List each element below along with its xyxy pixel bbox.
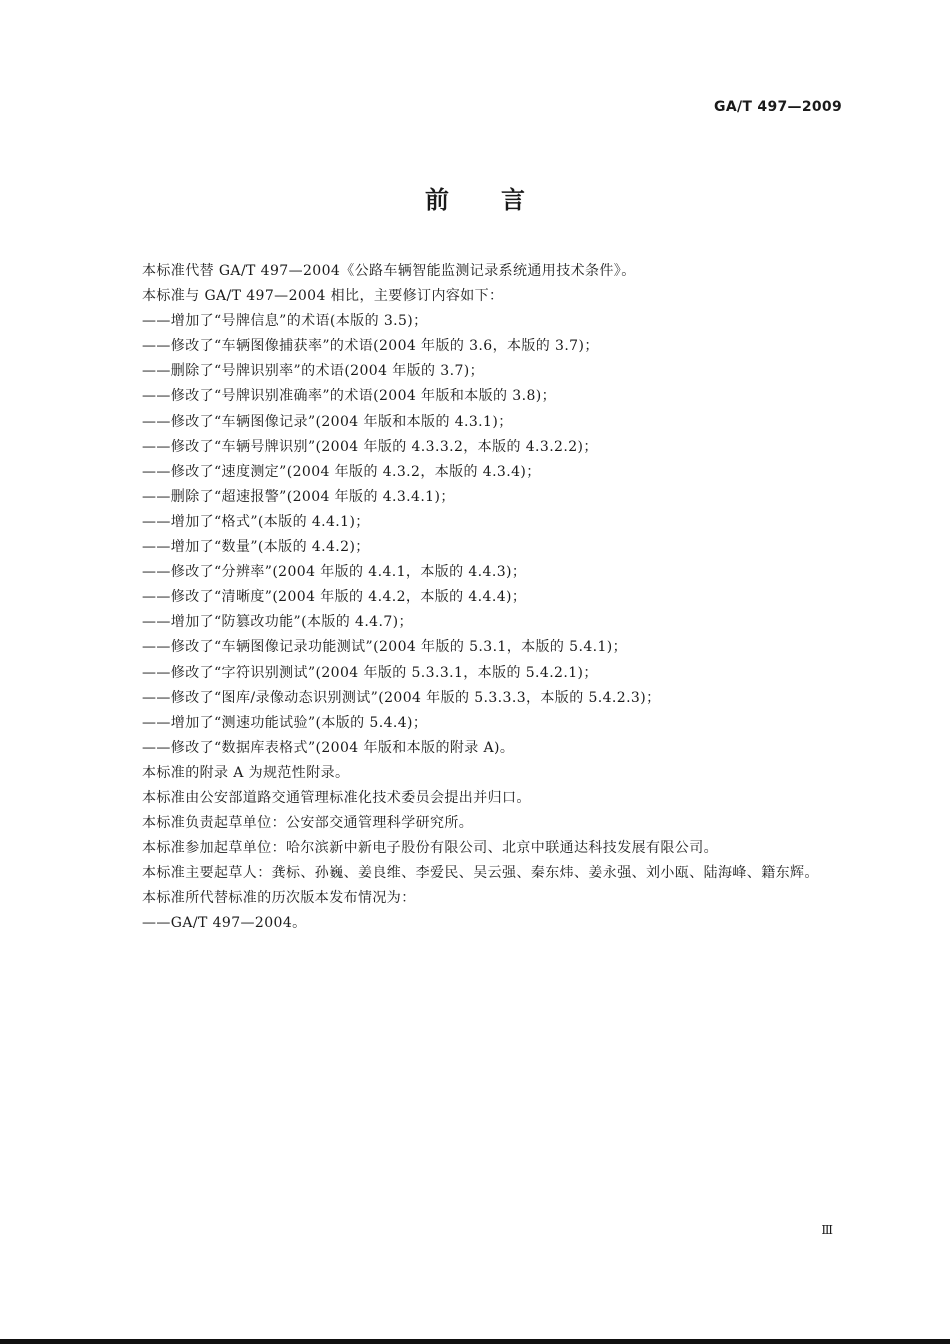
text-line: 本标准所代替标准的历次版本发布情况为：: [142, 890, 416, 907]
text-line: 本标准主要起草人：龚标、孙巍、姜良维、李爱民、吴云强、秦东炜、姜永强、刘小瓯、陆海峰、籍东辉。: [142, 865, 819, 882]
page-title: [0, 180, 950, 215]
text-line: 本标准参加起草单位：哈尔滨新中新电子股份有限公司、北京中联通达科技发展有限公司。: [142, 840, 718, 857]
list-item: ——增加了“号牌信息”的术语(本版的 3.5)；: [142, 313, 428, 330]
list-item: ——GA/T 497—2004。: [142, 915, 307, 932]
list-item: ——修改了“分辨率”(2004 年版的 4.4.1，本版的 4.4.3)；: [142, 564, 527, 581]
list-item: ——删除了“超速报警”(2004 年版的 4.3.4.1)；: [142, 488, 455, 505]
list-item: ——增加了“数量”(本版的 4.4.2)；: [142, 539, 370, 556]
list-item: ——增加了“防篡改功能”(本版的 4.4.7)；: [142, 614, 413, 631]
title-char-1: 前: [425, 186, 449, 214]
title-char-2: 言: [501, 186, 525, 214]
list-item: ——修改了“字符识别测试”(2004 年版的 5.3.3.1，本版的 5.4.2.1)；: [142, 664, 598, 681]
bottom-border: [0, 1339, 950, 1344]
list-item: ——增加了“格式”(本版的 4.4.1)；: [142, 513, 370, 530]
standard-code: GA/T 497—2009: [714, 99, 842, 115]
list-item: ——修改了“号牌识别准确率”的术语(2004 年版和本版的 3.8)；: [142, 388, 557, 405]
text-line: 本标准由公安部道路交通管理标准化技术委员会提出并归口。: [142, 789, 531, 806]
list-item: ——修改了“车辆图像记录”(2004 年版和本版的 4.3.1)；: [142, 413, 513, 430]
list-item: ——修改了“车辆图像捕获率”的术语(2004 年版的 3.6，本版的 3.7)；: [142, 338, 599, 355]
list-item: ——删除了“号牌识别率”的术语(2004 年版的 3.7)；: [142, 363, 485, 380]
list-item: ——修改了“车辆号牌识别”(2004 年版的 4.3.3.2，本版的 4.3.2.2)；: [142, 438, 598, 455]
text-line: 本标准负责起草单位：公安部交通管理科学研究所。: [142, 815, 474, 832]
list-item: ——修改了“图库/录像动态识别测试”(2004 年版的 5.3.3.3，本版的 5.4.2.3)；: [142, 689, 661, 706]
text-line: 本标准代替 GA/T 497—2004《公路车辆智能监测记录系统通用技术条件》。: [142, 263, 636, 279]
list-item: ——增加了“测速功能试验”(本版的 5.4.4)；: [142, 714, 428, 731]
text-line: 本标准与 GA/T 497—2004 相比，主要修订内容如下：: [142, 288, 504, 305]
page-number: Ⅲ: [821, 1223, 833, 1237]
foreword-body: [142, 259, 862, 937]
list-item: ——修改了“清晰度”(2004 年版的 4.4.2，本版的 4.4.4)；: [142, 589, 527, 606]
list-item: ——修改了“车辆图像记录功能测试”(2004 年版的 5.3.1，本版的 5.4.1)；: [142, 639, 628, 656]
list-item: ——修改了“数据库表格式”(2004 年版和本版的附录 A)。: [142, 739, 515, 756]
text-line: 本标准的附录 A 为规范性附录。: [142, 764, 350, 781]
list-item: ——修改了“速度测定”(2004 年版的 4.3.2，本版的 4.3.4)；: [142, 463, 541, 480]
